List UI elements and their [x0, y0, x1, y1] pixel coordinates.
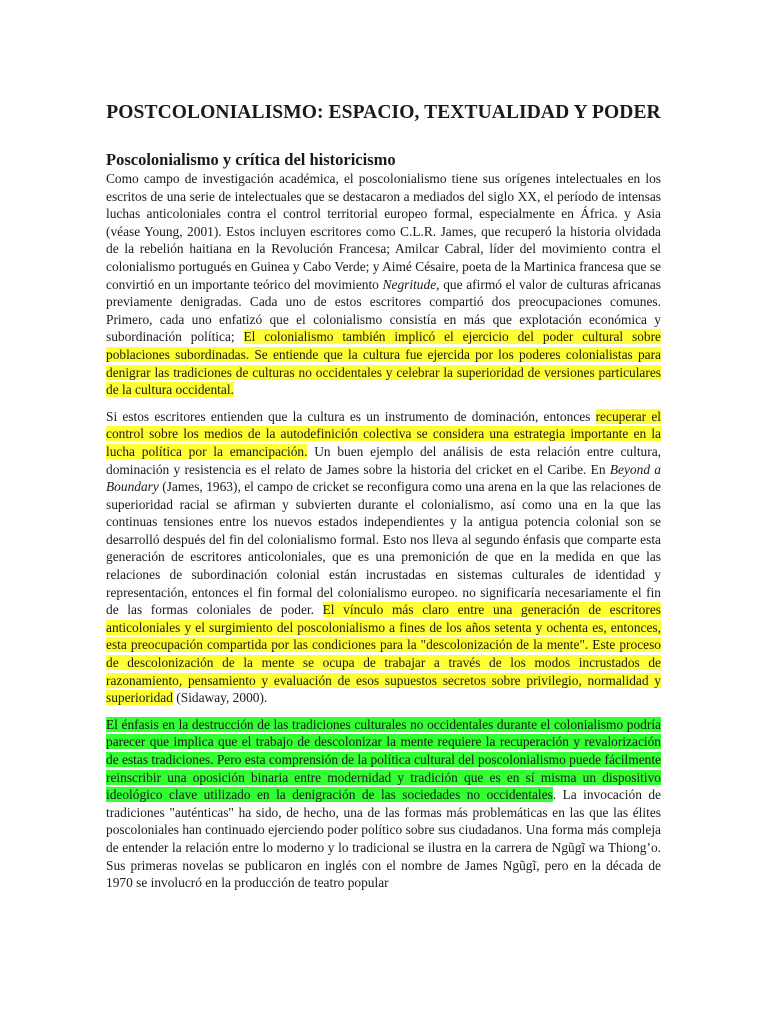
highlighted-text-yellow: El vínculo más claro entre una generación de escritores anticoloniales y el surgimiento del poscolonialismo a fines de los años setenta y ochenta es, entonces, esta preocupación compartida por las condiciones para la "descolonización de la mente". Este proceso de descolonización de la mente se ocupa de trabajar a través de los modos incrustados de razonamiento, pensamiento y evaluación de esos supuestos secretos sobre privilegio, normalidad y superioridad — [106, 602, 661, 706]
text-run: (Sidaway, 2000). — [172, 690, 268, 706]
text-run: . La invocación de tradiciones "auténticas" ha sido, de hecho, una de las formas más problemáticas en las que las élites poscoloniales han continuado ejerciendo poder político sobre sus ciudadanos. Una forma más compleja de entender la relación entre lo moderno y lo tradicional se ilustra en la carrera de Ngũgĩ wa Thiong’o. Sus primeras novelas se publicaron en inglés con el nombre de James Ngũgĩ, pero en la década de 1970 se involucró en la producción de teatro popular — [106, 787, 661, 891]
text-run: , que afirmó el valor de culturas africanas previamente denigradas. Cada uno de estos escritores compartió dos preocupaciones comunes. Primero, cada uno enfatizó que el colonialismo consistía en más que explotación económica y subordinación política; — [106, 276, 661, 345]
text-run: Si estos escritores entienden que la cultura es un instrumento de dominación, entonces — [106, 408, 596, 424]
italic-title: Beyond a Boundary — [106, 461, 661, 495]
text-run: (James, 1963), el campo de cricket se reconfigura como una arena en la que las relaciones de superioridad racial se afirman y subvierten durante el colonialismo, así como una en la que las continuas tensiones entre los nuevos estados independientes y la antigua potencia colonial son se desarrolló después del fin del colonialismo formal. Esto nos lleva al segundo énfasis que comparte esta generación de escritores anticoloniales, que es una premonición de que en la medida en que las relaciones de subordinación colonial están incrustadas en sistemas culturales de identidad y representación, entonces el fin formal del colonialismo europeo. no significaría necesariamente el fin de las formas coloniales de poder. — [106, 479, 661, 618]
text-run: Como campo de investigación académica, el poscolonialismo tiene sus orígenes intelectuales en los escritos de una serie de intelectuales que se destacaron a mediados del siglo XX, el período de intensas luchas anticoloniales contra el control territorial europeo formal, especialmente en África. y Asia (véase Young, 2001). Estos incluyen escritores como C.L.R. James, que recuperó la historia olvidada de la rebelión haitiana en la Revolución Francesa; Amilcar Cabral, líder del movimiento contra el colonialismo portugués en Guinea y Cabo Verde; y Aimé Césaire, poeta de la Martinica francesa que se convirtió en un importante teórico del movimiento — [106, 171, 661, 292]
highlighted-text-green: El énfasis en la destrucción de las tradiciones culturales no occidentales durante el colonialismo podría parecer que implica que el trabajo de descolonizar la mente requiere la recuperación y revalorización de estas tradiciones. Pero esta comprensión de la política cultural del poscolonialismo puede fácilmente reinscribir una oposición binaria entre modernidad y tradición que es en sí misma un dispositivo ideológico clave utilizado en la denigración de las sociedades no occidentales — [106, 716, 661, 803]
text-run: Un buen ejemplo del análisis de esta relación entre cultura, dominación y resistencia es el relato de James sobre la historia del cricket en el Caribe. En — [106, 443, 661, 477]
section-heading: Poscolonialismo y crítica del historicismo — [106, 150, 396, 169]
document-page — [106, 100, 661, 901]
paragraph — [106, 408, 661, 707]
paragraph — [106, 170, 661, 399]
document-body — [106, 170, 661, 892]
paragraph — [106, 716, 661, 892]
document-title: POSTCOLONIALISMO: ESPACIO, TEXTUALIDAD Y PODER — [106, 102, 661, 123]
highlighted-text-yellow: recuperar el control sobre los medios de la autodefinición colectiva se considera una estrategia importante en la lucha política por la emancipación. — [106, 408, 661, 459]
highlighted-text-yellow: El colonialismo también implicó el ejercicio del poder cultural sobre poblaciones subordinadas. Se entiende que la cultura fue ejercida por los poderes colonialistas para denigrar las tradiciones de culturas no occidentales y celebrar la superioridad de versiones particulares de la cultura occidental. — [106, 329, 661, 398]
italic-title: Negritude — [382, 276, 437, 292]
